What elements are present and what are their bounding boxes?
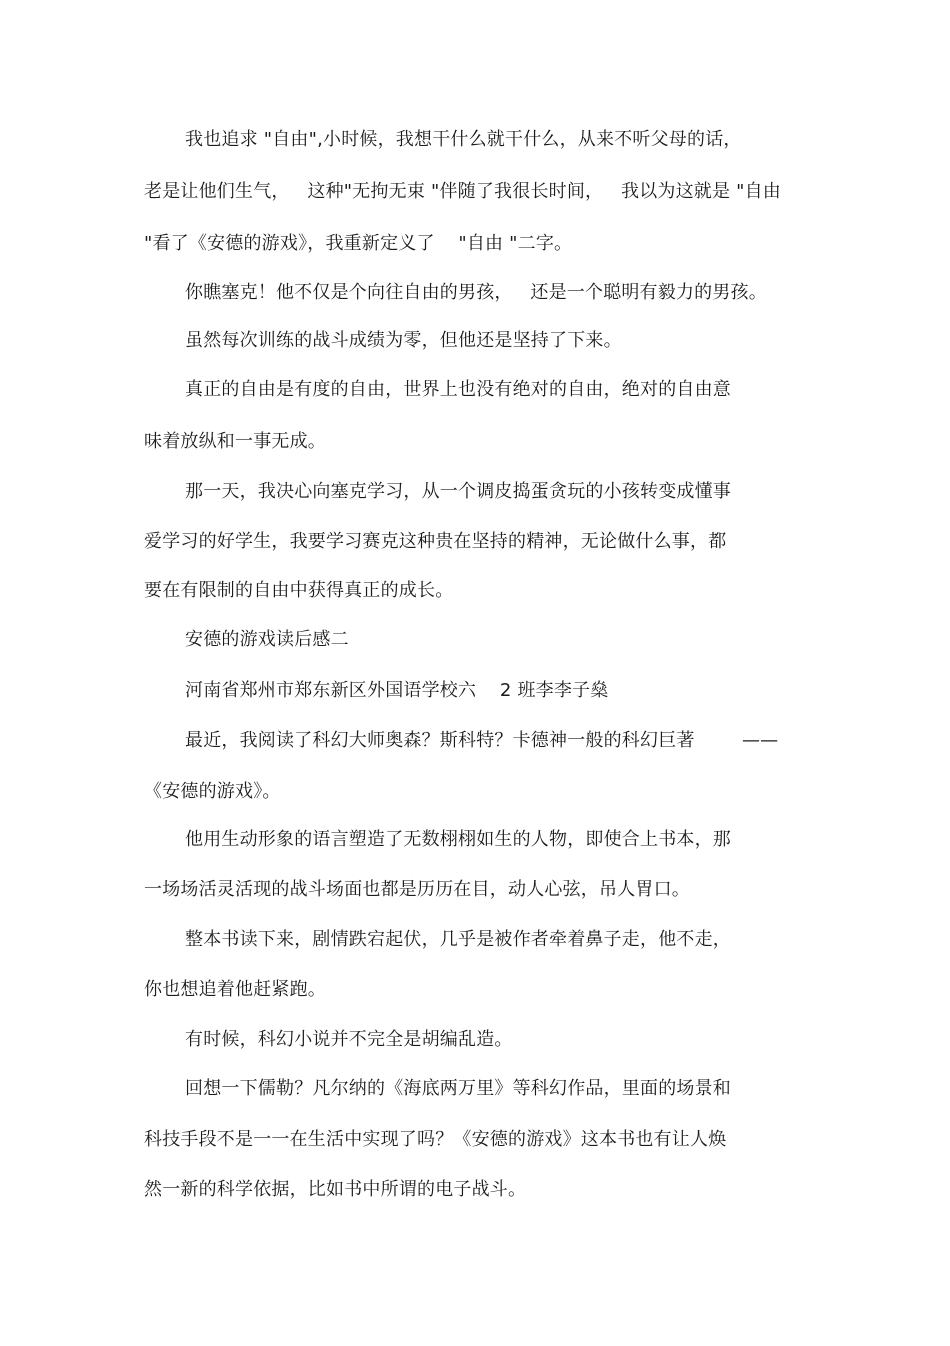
text-line: 有时候，科幻小说并不完全是胡编乱造。 [185,1029,513,1050]
text-line: 然一新的科学依据，比如书中所谓的电子战斗。 [144,1179,527,1200]
author-line: 河南省郑州市郑东新区外国语学校六 2 班李李子燊 [185,680,609,701]
text-line: "看了《安德的游戏》，我重新定义了 "自由 "二字。 [144,233,573,254]
text-line: 味着放纵和一事无成。 [144,431,326,452]
text-line: 你瞧塞克！他不仅是个向往自由的男孩， 还是一个聪明有毅力的男孩。 [185,282,767,303]
text-line: 最近，我阅读了科幻大师奥森？斯科特？卡德神一般的科幻巨著 —— [185,730,779,751]
text-line: 要在有限制的自由中获得真正的成长。 [144,580,454,601]
text-line: 爱学习的好学生，我要学习赛克这种贵在坚持的精神，无论做什么事，都 [144,531,727,552]
text-line: 科技手段不是一一在生活中实现了吗？《安德的游戏》这本书也有让人焕 [144,1129,727,1150]
text-line: 回想一下儒勒？凡尔纳的《海底两万里》等科幻作品，里面的场景和 [185,1078,731,1099]
text-line: 《安德的游戏》。 [144,781,281,802]
text-line: 那一天，我决心向塞克学习，从一个调皮捣蛋贪玩的小孩转变成懂事 [185,481,731,502]
text-line: 老是让他们生气， 这种"无拘无束 "伴随了我很长时间， 我以为这就是 "自由 [144,181,782,202]
text-line: 虽然每次训练的战斗成绩为零，但他还是坚持了下来。 [185,330,622,351]
text-line: 真正的自由是有度的自由，世界上也没有绝对的自由，绝对的自由意 [185,379,731,400]
text-line: 我也追求 "自由",小时候，我想干什么就干什么，从来不听父母的话， [185,129,742,150]
text-line: 他用生动形象的语言塑造了无数栩栩如生的人物，即使合上书本，那 [185,829,731,850]
text-line: 一场场活灵活现的战斗场面也都是历历在目，动人心弦，吊人胃口。 [144,879,690,900]
section-heading: 安德的游戏读后感二 [185,629,349,650]
text-line: 你也想追着他赶紧跑。 [144,979,326,1000]
text-line: 整本书读下来，剧情跌宕起伏，几乎是被作者牵着鼻子走，他不走， [185,929,731,950]
